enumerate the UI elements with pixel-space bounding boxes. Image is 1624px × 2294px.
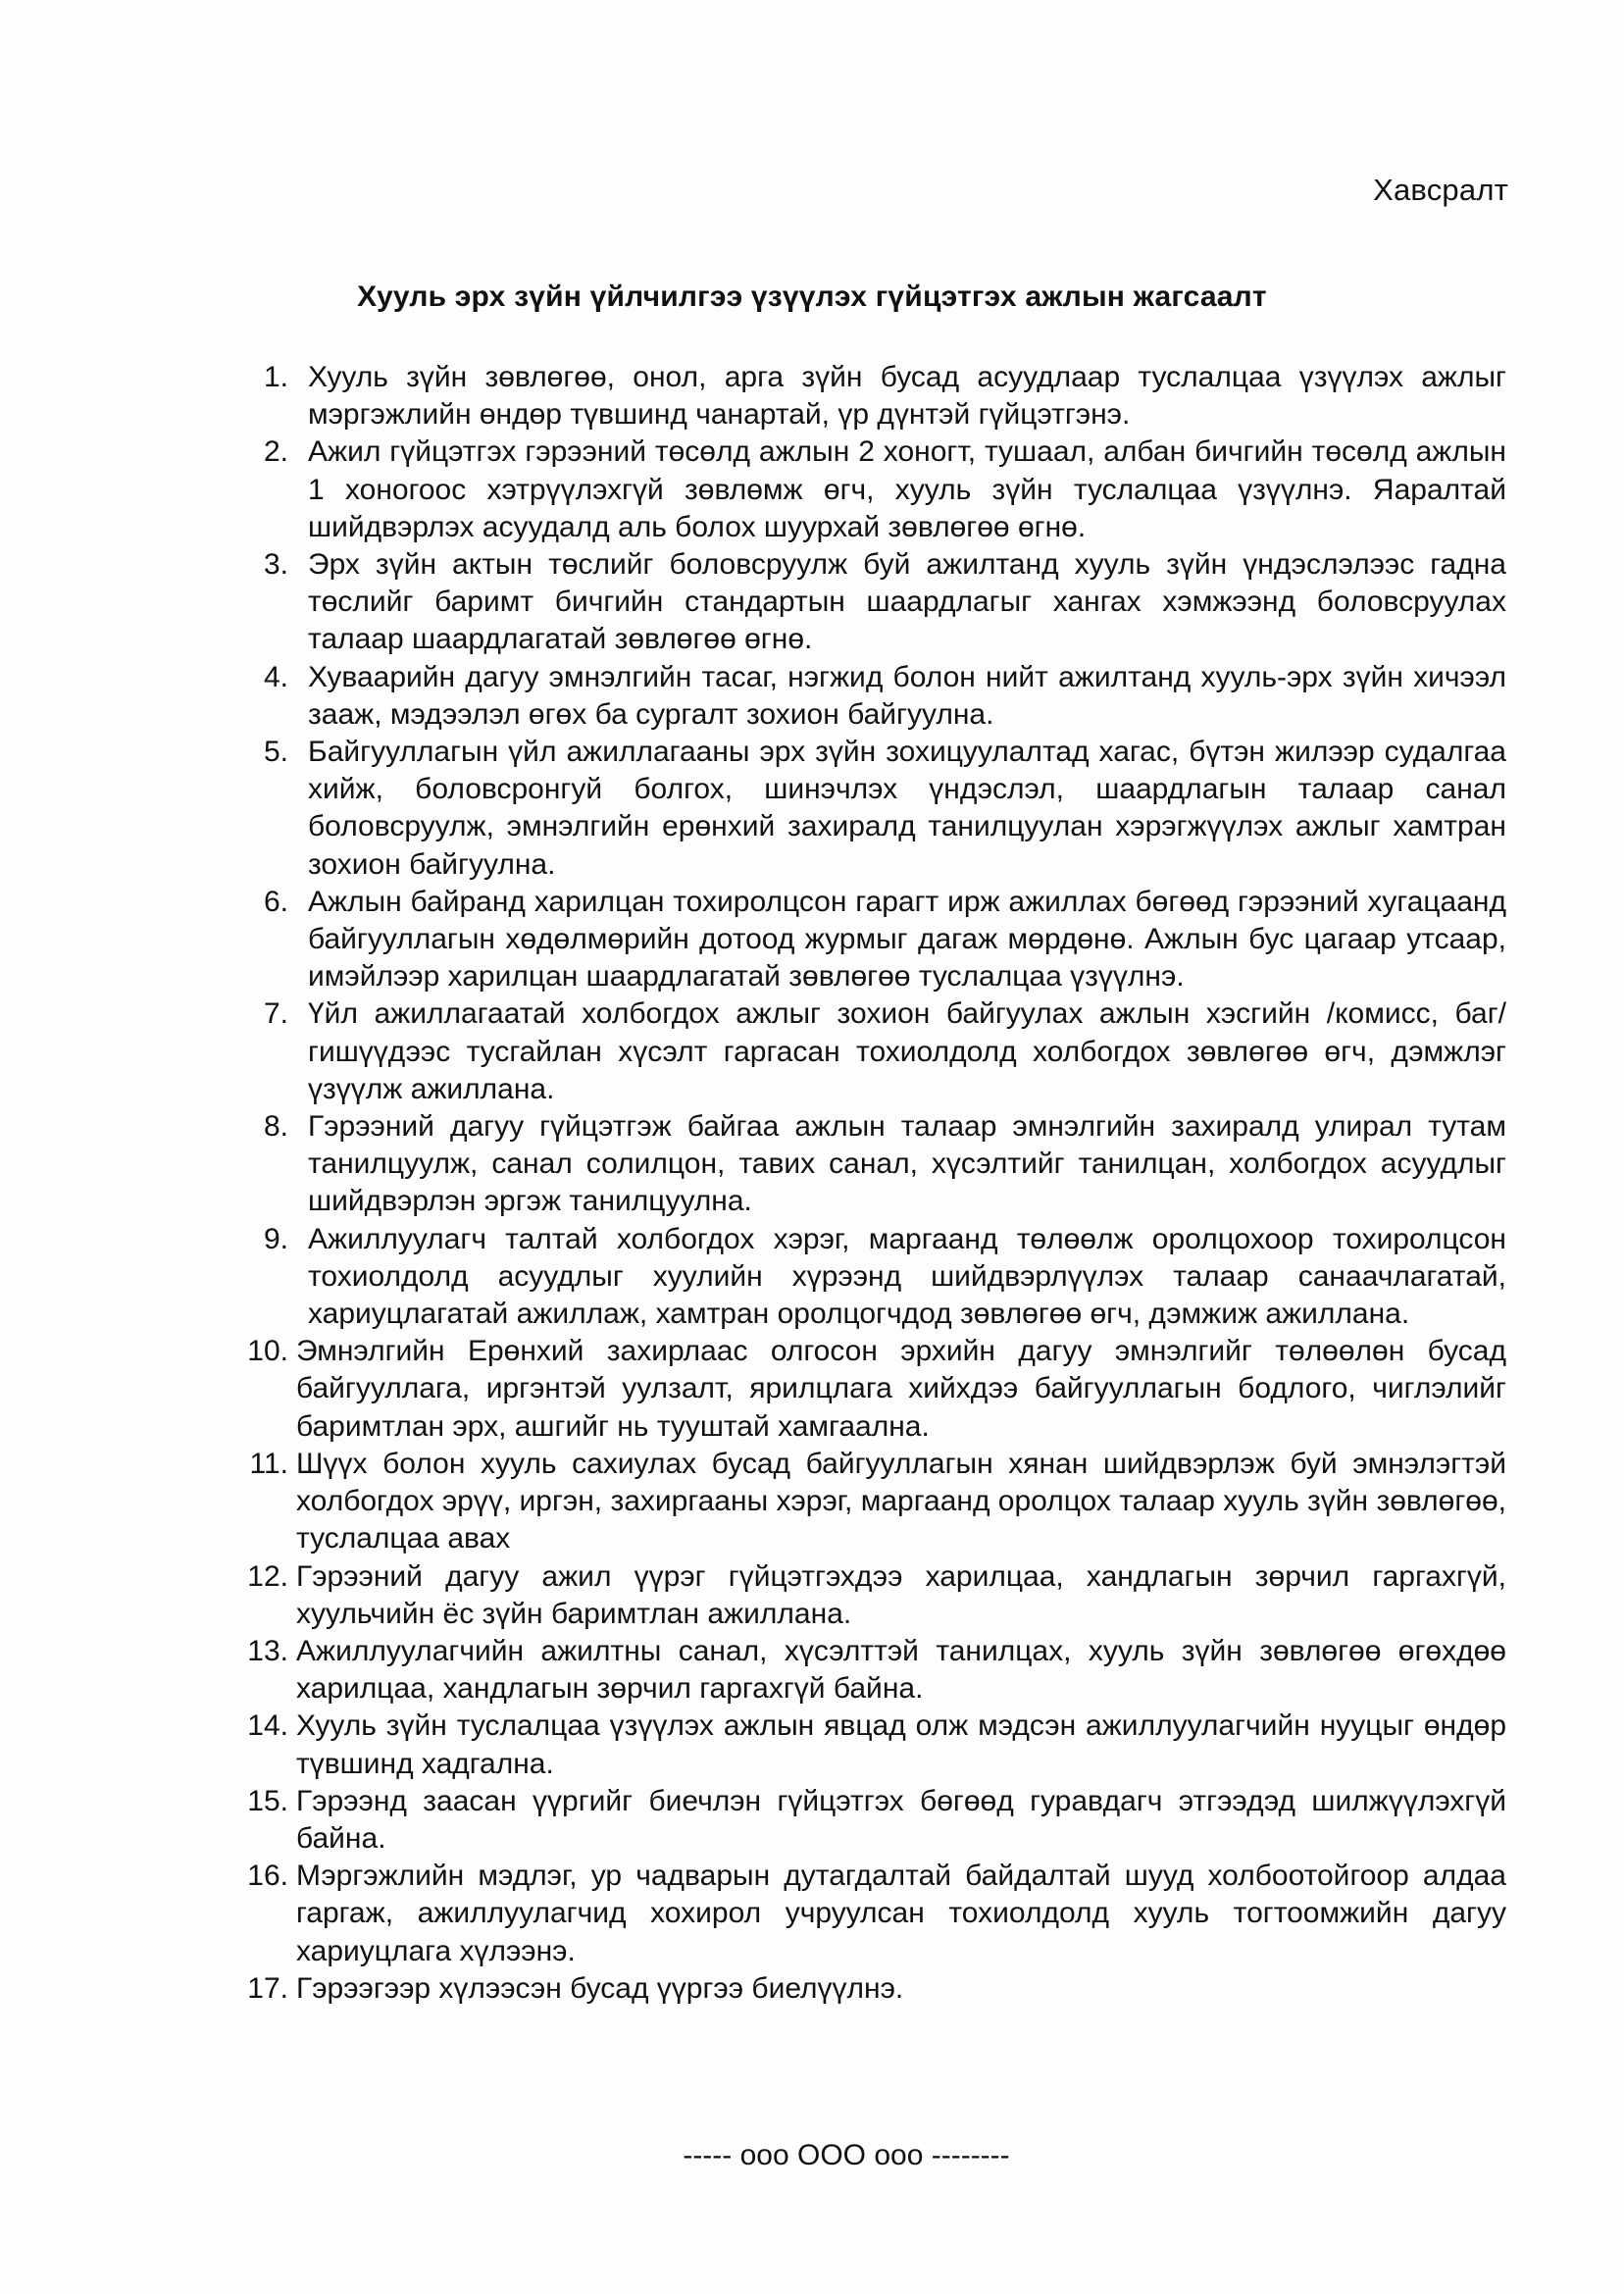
list-item	[231, 1970, 1506, 2008]
list-item	[231, 1633, 1506, 1708]
item-text: Хууль зүйн зөвлөгөө, онол, арга зүйн бусад асуудлаар туслалцаа үзүүлэх ажлыг мэргэжлийн өндөр түвшинд чанартай, үр дүнтэй гүйцэтгэнэ.	[308, 361, 1506, 432]
item-text: Шүүх болон хууль сахиулах бусад байгууллагын хянан шийдвэрлэж буй эмнэлэгтэй холбогдох эрүү, иргэн, захиргааны хэрэг, маргаанд оролцох талаар хууль зүйн зөвлөгөө, туслалцаа авах	[296, 1447, 1506, 1555]
item-text: Ажлын байранд харилцан тохиролцсон гарагт ирж ажиллах бөгөөд гэрээний хугацаанд байгууллагын хөдөлмөрийн дотоод журмыг дагаж мөрдөнө. Ажлын бус цагаар утсаар, имэйлээр харилцан шаардлагатай зөвлөгөө туслалцаа үзүүлнэ.	[308, 885, 1506, 994]
item-text: Гэрээнд заасан үүргийг биечлэн гүйцэтгэх бөгөөд гуравдагч этгээдэд шилжүүлэхгүй байна.	[296, 1784, 1506, 1855]
item-text: Ажиллуулагч талтай холбогдох хэрэг, маргаанд төлөөлж оролцохоор тохиролцсон тохиолдолд асуудлыг хуулийн хүрээнд шийдвэрлүүлэх талаар санаачлагатай, хариуцлагатай ажиллаж, хамтран оролцогчдод зөвлөгөө өгч, дэмжиж ажиллана.	[308, 1222, 1506, 1331]
item-number: 17.	[247, 1971, 288, 2005]
item-number: 2.	[263, 435, 288, 469]
item-number: 11.	[249, 1447, 288, 1480]
item-number: 3.	[263, 548, 288, 582]
item-number: 9.	[263, 1222, 288, 1255]
item-number: 8.	[263, 1110, 288, 1144]
item-number: 1.	[263, 361, 288, 393]
item-text: Мэргэжлийн мэдлэг, ур чадварын дутагдалтай байдалтай шууд холбоотойгоор алдаа гаргаж, ажиллуулагчид хохирол учруулсан тохиолдолд хууль тогтоомжийн дагуу хариуцлага хүлээнэ.	[296, 1860, 1506, 1967]
item-text: Гэрээний дагуу ажил үүрэг гүйцэтгэхдээ харилцаа, хандлагын зөрчил гаргахгүй, хуульчийн ёс зүйн баримтлан ажиллана.	[296, 1559, 1506, 1630]
duties-list	[231, 359, 1506, 2008]
item-number: 5.	[263, 736, 288, 769]
item-text: Ажиллуулагчийн ажилтны санал, хүсэлттэй танилцах, хууль зүйн зөвлөгөө өгөхдөө харилцаа, хандлагын зөрчил гаргахгүй байна.	[296, 1634, 1506, 1706]
item-text: Эмнэлгийн Ерөнхий захирлаас олгосон эрхийн дагуу эмнэлгийг төлөөлөн бусад байгууллага, иргэнтэй уулзалт, ярилцлага хийхдээ байгууллагын бодлого, чиглэлийг баримтлан эрх, ашгийг нь тууштай хамгаална.	[296, 1335, 1506, 1443]
item-number: 12.	[247, 1559, 288, 1593]
item-text: Хуваарийн дагуу эмнэлгийн тасаг, нэгжид болон нийт ажилтанд хууль-эрх зүйн хичээл зааж, мэдээлэл өгөх ба сургалт зохион байгуулна.	[308, 660, 1506, 731]
item-text: Ажил гүйцэтгэх гэрээний төсөлд ажлын 2 хоногт, тушаал, албан бичгийн төсөлд ажлын 1 хоногоос хэтрүүлэхгүй зөвлөмж өгч, хууль зүйн туслалцаа үзүүлнэ. Яаралтай шийдвэрлэх асуудалд аль болох шуурхай зөвлөгөө өгнө.	[308, 435, 1506, 543]
item-number: 15.	[247, 1784, 288, 1817]
item-number: 4.	[263, 660, 288, 693]
list-item	[231, 1858, 1506, 1970]
item-number: 6.	[263, 885, 288, 918]
document-title: Хууль эрх зүйн үйлчилгээ үзүүлэх гүйцэтгэх ажлын жагсаалт	[357, 280, 1267, 313]
list-item	[231, 1558, 1506, 1633]
item-number: 7.	[263, 997, 288, 1031]
list-item	[231, 546, 1506, 659]
list-item	[231, 359, 1506, 433]
item-number: 14.	[247, 1709, 288, 1743]
list-item	[231, 1708, 1506, 1782]
item-text: Хууль зүйн туслалцаа үзүүлэх ажлын явцад олж мэдсэн ажиллуулагчийн нууцыг өндөр түвшинд хадгална.	[296, 1709, 1506, 1780]
item-text: Байгууллагын үйл ажиллагааны эрх зүйн зохицуулалтад хагас, бүтэн жилээр судалгаа хийж, боловсронгуй болгох, шинэчлэх үндэслэл, шаардлагын талаар санал боловсруулж, эмнэлгийн ерөнхий захиралд танилцуулан хэрэгжүүлэх ажлыг хамтран зохион байгуулна.	[308, 736, 1506, 881]
item-text: Гэрээгээр хүлээсэн бусад үүргээ биелүүлнэ.	[296, 1971, 904, 2005]
list-item	[231, 659, 1506, 734]
item-number: 10.	[247, 1335, 288, 1368]
attachment-label: Хавсралт	[1373, 173, 1508, 207]
item-text: Үйл ажиллагаатай холбогдох ажлыг зохион байгуулах ажлын хэсгийн /комисс, баг/ гишүүдээс тусгайлан хүсэлт гаргасан тохиолдолд холбогдох зөвлөгөө өгч, дэмжлэг үзүүлж ажиллана.	[308, 997, 1506, 1105]
list-item	[231, 1333, 1506, 1446]
list-item	[231, 1446, 1506, 1558]
list-item	[231, 734, 1506, 884]
list-item	[231, 1108, 1506, 1221]
list-item	[231, 884, 1506, 996]
list-item	[231, 995, 1506, 1108]
item-number: 16.	[247, 1860, 288, 1893]
item-text: Эрх зүйн актын төслийг боловсруулж буй ажилтанд хууль зүйн үндэслэлээс гадна төслийг баримт бичгийн стандартын шаардлагыг хангах хэмжээнд боловсруулах талаар шаардлагатай зөвлөгөө өгнө.	[308, 548, 1506, 656]
list-item	[231, 433, 1506, 546]
list-item	[231, 1783, 1506, 1858]
list-item	[231, 1221, 1506, 1334]
closing-ornament: ----- ооо ООО ооо --------	[683, 2139, 1010, 2171]
item-number: 13.	[247, 1634, 288, 1667]
item-text: Гэрээний дагуу гүйцэтгэж байгаа ажлын талаар эмнэлгийн захиралд улирал тутам танилцуулж, санал солилцон, тавих санал, хүсэлтийг танилцан, холбогдох асуудлыг шийдвэрлэн эргэж танилцуулна.	[308, 1110, 1506, 1218]
